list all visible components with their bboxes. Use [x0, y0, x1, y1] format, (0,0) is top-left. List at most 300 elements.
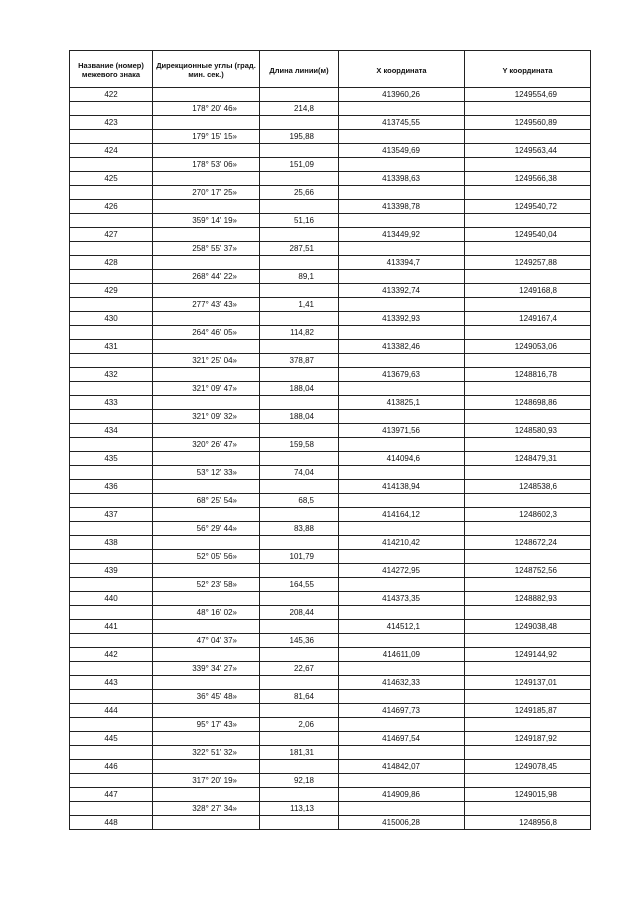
y-coordinate-cell: 1249563,44 — [465, 144, 591, 158]
line-length-cell: 2,06 — [260, 718, 339, 732]
x-coordinate-cell: 414512,1 — [339, 620, 465, 634]
empty-cell — [153, 536, 260, 550]
point-name-cell: 432 — [70, 368, 153, 382]
x-coordinate-cell: 414373,35 — [339, 592, 465, 606]
empty-cell — [70, 354, 153, 368]
direction-angle-cell: 52° 05' 56» — [153, 550, 260, 564]
table-row — [70, 410, 591, 424]
empty-cell — [153, 368, 260, 382]
point-name-cell: 443 — [70, 676, 153, 690]
table-row — [70, 802, 591, 816]
empty-cell — [260, 676, 339, 690]
y-coordinate-cell: 1248672,24 — [465, 536, 591, 550]
table-row — [70, 788, 591, 802]
empty-cell — [70, 494, 153, 508]
empty-cell — [339, 186, 465, 200]
empty-cell — [70, 634, 153, 648]
point-name-cell: 445 — [70, 732, 153, 746]
empty-cell — [260, 200, 339, 214]
empty-cell — [260, 732, 339, 746]
table-row — [70, 578, 591, 592]
direction-angle-cell: 268° 44' 22» — [153, 270, 260, 284]
table-row — [70, 592, 591, 606]
y-coordinate-cell: 1249187,92 — [465, 732, 591, 746]
empty-cell — [153, 564, 260, 578]
x-coordinate-cell: 414611,09 — [339, 648, 465, 662]
y-coordinate-cell: 1248538,6 — [465, 480, 591, 494]
x-coordinate-cell: 414632,33 — [339, 676, 465, 690]
empty-cell — [70, 802, 153, 816]
table-row — [70, 256, 591, 270]
direction-angle-cell: 321° 09' 32» — [153, 410, 260, 424]
empty-cell — [339, 690, 465, 704]
empty-cell — [465, 438, 591, 452]
empty-cell — [339, 298, 465, 312]
point-name-cell: 437 — [70, 508, 153, 522]
point-name-cell: 439 — [70, 564, 153, 578]
empty-cell — [153, 116, 260, 130]
empty-cell — [260, 508, 339, 522]
empty-cell — [339, 746, 465, 760]
direction-angle-cell: 339° 34' 27» — [153, 662, 260, 676]
empty-cell — [70, 326, 153, 340]
header-line-length: Длина линии(м) — [260, 51, 339, 88]
line-length-cell: 378,87 — [260, 354, 339, 368]
y-coordinate-cell: 1249168,8 — [465, 284, 591, 298]
empty-cell — [260, 116, 339, 130]
table-row — [70, 172, 591, 186]
table-row — [70, 382, 591, 396]
x-coordinate-cell: 413392,74 — [339, 284, 465, 298]
table-row — [70, 606, 591, 620]
empty-cell — [153, 172, 260, 186]
table-row — [70, 494, 591, 508]
direction-angle-cell: 56° 29' 44» — [153, 522, 260, 536]
line-length-cell: 145,36 — [260, 634, 339, 648]
table-row — [70, 536, 591, 550]
empty-cell — [260, 648, 339, 662]
empty-cell — [153, 704, 260, 718]
empty-cell — [465, 186, 591, 200]
empty-cell — [153, 620, 260, 634]
empty-cell — [70, 130, 153, 144]
line-length-cell: 113,13 — [260, 802, 339, 816]
table-row — [70, 704, 591, 718]
table-row — [70, 396, 591, 410]
empty-cell — [260, 256, 339, 270]
direction-angle-cell: 52° 23' 58» — [153, 578, 260, 592]
table-row — [70, 158, 591, 172]
x-coordinate-cell: 413392,93 — [339, 312, 465, 326]
point-name-cell: 441 — [70, 620, 153, 634]
line-length-cell: 195,88 — [260, 130, 339, 144]
empty-cell — [153, 760, 260, 774]
table-row — [70, 200, 591, 214]
table-row — [70, 522, 591, 536]
line-length-cell: 214,8 — [260, 102, 339, 116]
table-row — [70, 690, 591, 704]
empty-cell — [153, 788, 260, 802]
x-coordinate-cell: 413398,63 — [339, 172, 465, 186]
line-length-cell: 25,66 — [260, 186, 339, 200]
table-row — [70, 130, 591, 144]
direction-angle-cell: 36° 45' 48» — [153, 690, 260, 704]
empty-cell — [70, 102, 153, 116]
table-row — [70, 718, 591, 732]
boundary-coordinates-table — [69, 50, 591, 830]
line-length-cell: 188,04 — [260, 410, 339, 424]
empty-cell — [70, 690, 153, 704]
table-row — [70, 438, 591, 452]
y-coordinate-cell: 1248602,3 — [465, 508, 591, 522]
x-coordinate-cell: 413394,7 — [339, 256, 465, 270]
empty-cell — [260, 312, 339, 326]
empty-cell — [339, 158, 465, 172]
empty-cell — [465, 662, 591, 676]
empty-cell — [70, 774, 153, 788]
empty-cell — [70, 270, 153, 284]
line-length-cell: 151,09 — [260, 158, 339, 172]
empty-cell — [70, 242, 153, 256]
empty-cell — [339, 214, 465, 228]
y-coordinate-cell: 1248816,78 — [465, 368, 591, 382]
empty-cell — [260, 172, 339, 186]
empty-cell — [465, 746, 591, 760]
empty-cell — [260, 704, 339, 718]
x-coordinate-cell: 414094,6 — [339, 452, 465, 466]
line-length-cell: 51,16 — [260, 214, 339, 228]
table-header-row — [70, 51, 591, 88]
empty-cell — [153, 284, 260, 298]
direction-angle-cell: 179° 15' 15» — [153, 130, 260, 144]
table-row — [70, 508, 591, 522]
empty-cell — [70, 718, 153, 732]
line-length-cell: 22,67 — [260, 662, 339, 676]
point-name-cell: 427 — [70, 228, 153, 242]
y-coordinate-cell: 1248956,8 — [465, 816, 591, 830]
empty-cell — [70, 746, 153, 760]
empty-cell — [465, 494, 591, 508]
table-row — [70, 662, 591, 676]
table-row — [70, 816, 591, 830]
table-row — [70, 676, 591, 690]
line-length-cell: 89,1 — [260, 270, 339, 284]
x-coordinate-cell: 414272,95 — [339, 564, 465, 578]
empty-cell — [465, 410, 591, 424]
y-coordinate-cell: 1249053,06 — [465, 340, 591, 354]
x-coordinate-cell: 414697,54 — [339, 732, 465, 746]
point-name-cell: 430 — [70, 312, 153, 326]
empty-cell — [465, 242, 591, 256]
empty-cell — [339, 326, 465, 340]
x-coordinate-cell: 413745,55 — [339, 116, 465, 130]
y-coordinate-cell: 1248580,93 — [465, 424, 591, 438]
point-name-cell: 444 — [70, 704, 153, 718]
empty-cell — [339, 718, 465, 732]
empty-cell — [153, 424, 260, 438]
empty-cell — [465, 354, 591, 368]
direction-angle-cell: 178° 53' 06» — [153, 158, 260, 172]
direction-angle-cell: 53° 12' 33» — [153, 466, 260, 480]
x-coordinate-cell: 414909,86 — [339, 788, 465, 802]
y-coordinate-cell: 1249015,98 — [465, 788, 591, 802]
empty-cell — [339, 662, 465, 676]
direction-angle-cell: 270° 17' 25» — [153, 186, 260, 200]
empty-cell — [339, 578, 465, 592]
line-length-cell: 159,58 — [260, 438, 339, 452]
empty-cell — [153, 480, 260, 494]
empty-cell — [153, 256, 260, 270]
table-row — [70, 102, 591, 116]
line-length-cell: 68,5 — [260, 494, 339, 508]
y-coordinate-cell: 1248882,93 — [465, 592, 591, 606]
empty-cell — [70, 466, 153, 480]
x-coordinate-cell: 413398,78 — [339, 200, 465, 214]
point-name-cell: 425 — [70, 172, 153, 186]
direction-angle-cell: 47° 04' 37» — [153, 634, 260, 648]
y-coordinate-cell: 1249144,92 — [465, 648, 591, 662]
empty-cell — [70, 438, 153, 452]
empty-cell — [260, 592, 339, 606]
empty-cell — [339, 438, 465, 452]
table-row — [70, 186, 591, 200]
empty-cell — [465, 298, 591, 312]
point-name-cell: 434 — [70, 424, 153, 438]
empty-cell — [339, 130, 465, 144]
line-length-cell: 287,51 — [260, 242, 339, 256]
empty-cell — [465, 326, 591, 340]
y-coordinate-cell: 1248479,31 — [465, 452, 591, 466]
empty-cell — [465, 270, 591, 284]
empty-cell — [260, 368, 339, 382]
empty-cell — [465, 718, 591, 732]
empty-cell — [260, 340, 339, 354]
table-row — [70, 760, 591, 774]
point-name-cell: 446 — [70, 760, 153, 774]
point-name-cell: 429 — [70, 284, 153, 298]
empty-cell — [153, 200, 260, 214]
empty-cell — [153, 816, 260, 830]
line-length-cell: 92,18 — [260, 774, 339, 788]
y-coordinate-cell: 1249185,87 — [465, 704, 591, 718]
y-coordinate-cell: 1249167,4 — [465, 312, 591, 326]
empty-cell — [70, 410, 153, 424]
empty-cell — [153, 340, 260, 354]
empty-cell — [339, 774, 465, 788]
empty-cell — [339, 606, 465, 620]
y-coordinate-cell: 1249257,88 — [465, 256, 591, 270]
table-row — [70, 620, 591, 634]
table-body — [70, 88, 591, 830]
table-row — [70, 746, 591, 760]
x-coordinate-cell: 414842,07 — [339, 760, 465, 774]
empty-cell — [465, 522, 591, 536]
line-length-cell: 74,04 — [260, 466, 339, 480]
empty-cell — [339, 550, 465, 564]
empty-cell — [260, 228, 339, 242]
empty-cell — [260, 788, 339, 802]
y-coordinate-cell: 1248752,56 — [465, 564, 591, 578]
table-row — [70, 564, 591, 578]
direction-angle-cell: 320° 26' 47» — [153, 438, 260, 452]
point-name-cell: 440 — [70, 592, 153, 606]
empty-cell — [260, 88, 339, 102]
empty-cell — [70, 606, 153, 620]
direction-angle-cell: 258° 55' 37» — [153, 242, 260, 256]
direction-angle-cell: 321° 25' 04» — [153, 354, 260, 368]
line-length-cell: 188,04 — [260, 382, 339, 396]
table-row — [70, 774, 591, 788]
point-name-cell: 428 — [70, 256, 153, 270]
table-row — [70, 214, 591, 228]
empty-cell — [153, 732, 260, 746]
empty-cell — [465, 802, 591, 816]
point-name-cell: 431 — [70, 340, 153, 354]
empty-cell — [70, 214, 153, 228]
empty-cell — [153, 452, 260, 466]
line-length-cell: 81,64 — [260, 690, 339, 704]
empty-cell — [153, 88, 260, 102]
table-row — [70, 88, 591, 102]
point-name-cell: 442 — [70, 648, 153, 662]
empty-cell — [153, 228, 260, 242]
line-length-cell: 208,44 — [260, 606, 339, 620]
empty-cell — [465, 550, 591, 564]
table-row — [70, 116, 591, 130]
direction-angle-cell: 321° 09' 47» — [153, 382, 260, 396]
empty-cell — [339, 102, 465, 116]
empty-cell — [260, 284, 339, 298]
empty-cell — [70, 550, 153, 564]
y-coordinate-cell: 1249137,01 — [465, 676, 591, 690]
y-coordinate-cell: 1249038,48 — [465, 620, 591, 634]
y-coordinate-cell: 1249540,04 — [465, 228, 591, 242]
empty-cell — [465, 634, 591, 648]
table-row — [70, 298, 591, 312]
empty-cell — [465, 102, 591, 116]
table-row — [70, 452, 591, 466]
x-coordinate-cell: 414138,94 — [339, 480, 465, 494]
x-coordinate-cell: 413825,1 — [339, 396, 465, 410]
line-length-cell: 164,55 — [260, 578, 339, 592]
y-coordinate-cell: 1249566,38 — [465, 172, 591, 186]
empty-cell — [339, 494, 465, 508]
x-coordinate-cell: 413382,46 — [339, 340, 465, 354]
table-row — [70, 284, 591, 298]
x-coordinate-cell: 414210,42 — [339, 536, 465, 550]
empty-cell — [70, 382, 153, 396]
empty-cell — [260, 620, 339, 634]
point-name-cell: 447 — [70, 788, 153, 802]
table-row — [70, 466, 591, 480]
y-coordinate-cell: 1249560,89 — [465, 116, 591, 130]
empty-cell — [260, 480, 339, 494]
empty-cell — [465, 578, 591, 592]
y-coordinate-cell: 1249078,45 — [465, 760, 591, 774]
table-row — [70, 354, 591, 368]
empty-cell — [153, 144, 260, 158]
table-row — [70, 144, 591, 158]
empty-cell — [465, 130, 591, 144]
empty-cell — [153, 676, 260, 690]
empty-cell — [260, 564, 339, 578]
empty-cell — [465, 774, 591, 788]
direction-angle-cell: 95° 17' 43» — [153, 718, 260, 732]
direction-angle-cell: 328° 27' 34» — [153, 802, 260, 816]
direction-angle-cell: 48° 16' 02» — [153, 606, 260, 620]
x-coordinate-cell: 413960,26 — [339, 88, 465, 102]
table-row — [70, 228, 591, 242]
point-name-cell: 433 — [70, 396, 153, 410]
point-name-cell: 436 — [70, 480, 153, 494]
empty-cell — [465, 214, 591, 228]
empty-cell — [465, 158, 591, 172]
point-name-cell: 435 — [70, 452, 153, 466]
empty-cell — [339, 802, 465, 816]
x-coordinate-cell: 413971,56 — [339, 424, 465, 438]
x-coordinate-cell: 414697,73 — [339, 704, 465, 718]
header-x-coordinate: X координата — [339, 51, 465, 88]
table-row — [70, 550, 591, 564]
empty-cell — [465, 690, 591, 704]
empty-cell — [153, 312, 260, 326]
empty-cell — [339, 522, 465, 536]
empty-cell — [153, 396, 260, 410]
direction-angle-cell: 68° 25' 54» — [153, 494, 260, 508]
direction-angle-cell: 178° 20' 46» — [153, 102, 260, 116]
table-row — [70, 368, 591, 382]
table-row — [70, 424, 591, 438]
empty-cell — [260, 816, 339, 830]
empty-cell — [70, 662, 153, 676]
empty-cell — [70, 578, 153, 592]
x-coordinate-cell: 413549,69 — [339, 144, 465, 158]
line-length-cell: 181,31 — [260, 746, 339, 760]
empty-cell — [339, 242, 465, 256]
x-coordinate-cell: 413449,92 — [339, 228, 465, 242]
empty-cell — [153, 648, 260, 662]
empty-cell — [260, 396, 339, 410]
table-row — [70, 732, 591, 746]
table-row — [70, 326, 591, 340]
direction-angle-cell: 359° 14' 19» — [153, 214, 260, 228]
empty-cell — [260, 536, 339, 550]
direction-angle-cell: 264° 46' 05» — [153, 326, 260, 340]
table-row — [70, 270, 591, 284]
empty-cell — [339, 634, 465, 648]
empty-cell — [260, 424, 339, 438]
empty-cell — [70, 298, 153, 312]
line-length-cell: 83,88 — [260, 522, 339, 536]
table-row — [70, 312, 591, 326]
line-length-cell: 101,79 — [260, 550, 339, 564]
line-length-cell: 1,41 — [260, 298, 339, 312]
point-name-cell: 426 — [70, 200, 153, 214]
line-length-cell: 114,82 — [260, 326, 339, 340]
empty-cell — [339, 410, 465, 424]
y-coordinate-cell: 1249540,72 — [465, 200, 591, 214]
point-name-cell: 422 — [70, 88, 153, 102]
empty-cell — [153, 508, 260, 522]
empty-cell — [339, 382, 465, 396]
point-name-cell: 438 — [70, 536, 153, 550]
direction-angle-cell: 317° 20' 19» — [153, 774, 260, 788]
header-y-coordinate: Y координата — [465, 51, 591, 88]
empty-cell — [339, 270, 465, 284]
direction-angle-cell: 322° 51' 32» — [153, 746, 260, 760]
x-coordinate-cell: 414164,12 — [339, 508, 465, 522]
empty-cell — [153, 592, 260, 606]
